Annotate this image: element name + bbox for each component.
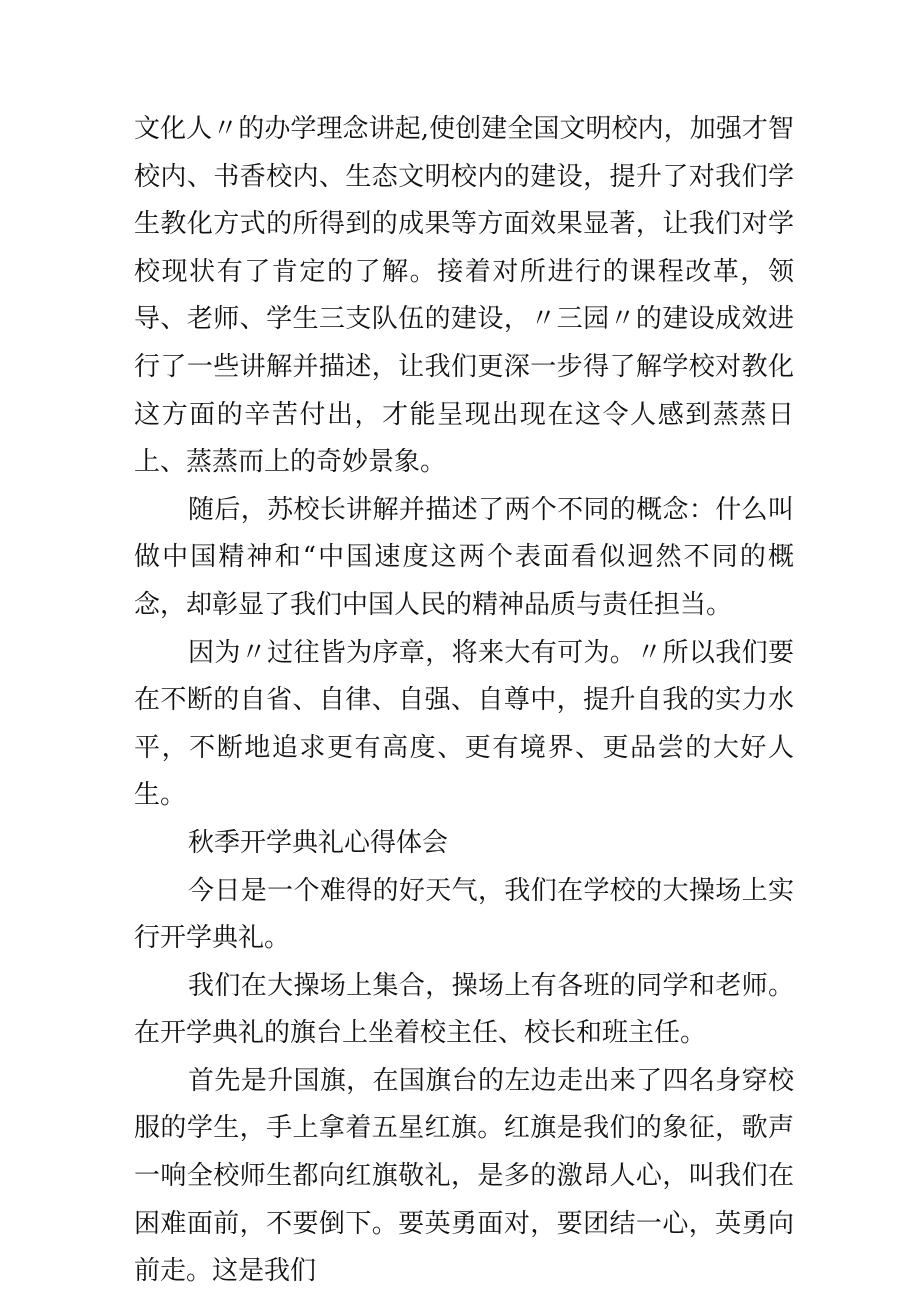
paragraph-weather: 今日是一个难得的好天气，我们在学校的大操场上实行开学典礼。 bbox=[134, 875, 794, 954]
paragraph-concepts: 随后，苏校长讲解并描述了两个不同的概念：什么叫做中国精神和“中国速度这两个表面看似迥然不同的概念，却彰显了我们中国人民的精神品质与责任担当。 bbox=[134, 494, 794, 620]
paragraph-continuation: 文化人〃的办学理念讲起,使创建全国文明校内，加强才智校内、书香校内、生态文明校内的建设，提升了对我们学生教化方式的所得到的成果等方面效果显著，让我们对学校现状有了肯定的了解。接着对所进行的课程改革，领导、老师、学生三支队伍的建设，〃三园〃的建设成效进行了一些讲解并描述，让我们更深一步得了解学校对教化这方面的辛苦付出，才能呈现出现在这令人感到蒸蒸日上、蒸蒸而上的奇妙景象。 bbox=[134, 114, 794, 478]
document-body bbox=[134, 106, 794, 1296]
paragraph-assembly: 我们在大操场上集合，操场上有各班的同学和老师。在开学典礼的旗台上坐着校主任、校长和班主任。 bbox=[134, 970, 794, 1049]
paragraph-future: 因为〃过往皆为序章，将来大有可为。〃所以我们要在不断的自省、自律、自强、自尊中，提升自我的实力水平，不断地追求更有高度、更有境界、更品尝的大好人生。 bbox=[134, 637, 794, 811]
paragraph-flag-raising: 首先是升国旗，在国旗台的左边走出来了四名身穿校服的学生，手上拿着五星红旗。红旗是我们的象征，歌声一响全校师生都向红旗敬礼，是多的激昂人心，叫我们在困难面前，不要倒下。要英勇面对，要团结一心，英勇向前走。这是我们 bbox=[134, 1065, 794, 1287]
section-heading: 秋季开学典礼心得体会 bbox=[188, 827, 449, 858]
